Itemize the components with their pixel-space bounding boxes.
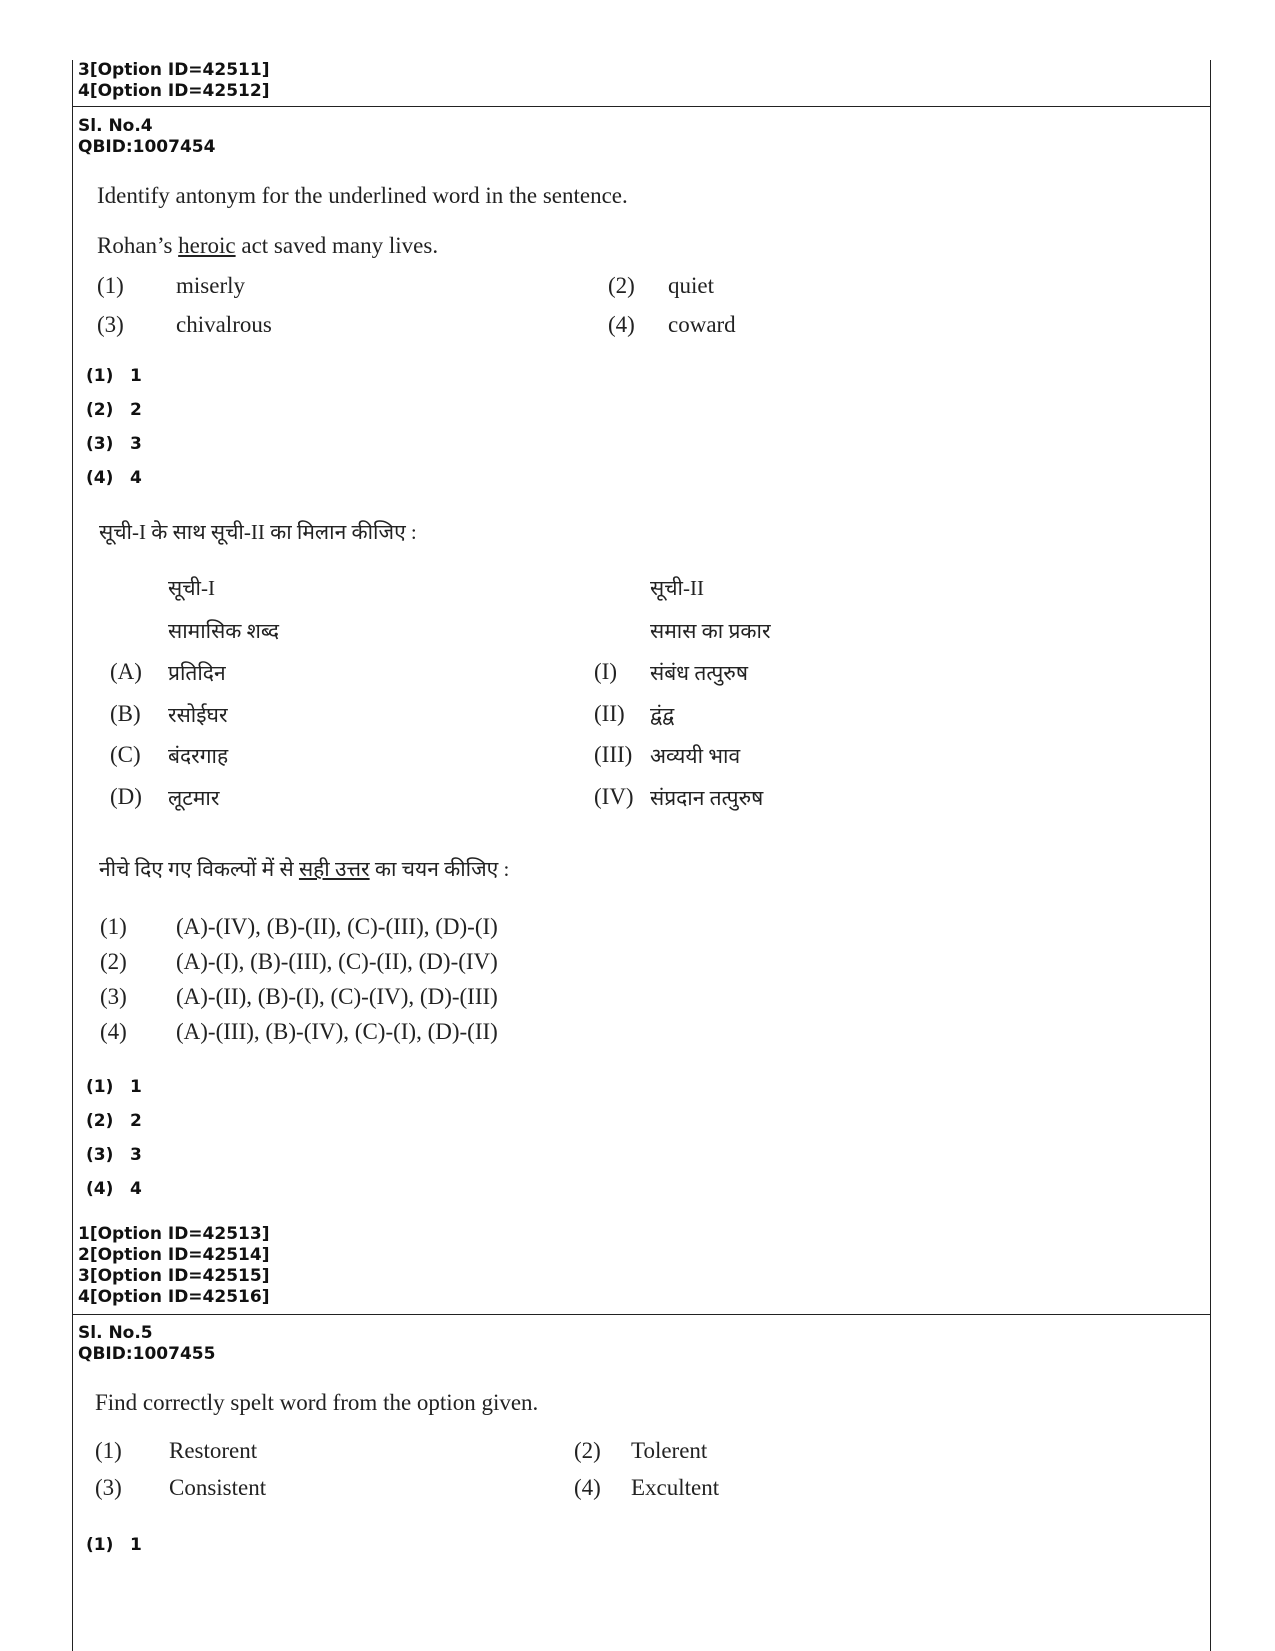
list2-item: संबंध तत्पुरुष xyxy=(650,661,748,685)
list1-item: लूटमार xyxy=(168,786,220,810)
q4-instruction: Identify antonym for the underlined word in the sentence. xyxy=(97,183,628,208)
answer-choice: (1) 1 xyxy=(86,366,142,386)
match-option-text: (A)-(I), (B)-(III), (C)-(II), (D)-(IV) xyxy=(176,949,498,974)
q5-option-text: Consistent xyxy=(169,1475,267,1500)
list1-item: बंदरगाह xyxy=(168,744,229,768)
underlined-word: heroic xyxy=(178,233,236,258)
q5-option-num: (2) xyxy=(574,1438,601,1463)
option-id: 3[Option ID=42511] xyxy=(78,60,270,80)
answer-choice: (3) 3 xyxy=(86,434,142,454)
q4-option-num: (3) xyxy=(97,312,124,337)
list1-key: (B) xyxy=(110,701,141,726)
option-id: 2[Option ID=42514] xyxy=(78,1245,270,1265)
answer-choice: (2) 2 xyxy=(86,400,142,420)
list1-subheading: सामासिक शब्द xyxy=(168,619,280,643)
match-option-text: (A)-(III), (B)-(IV), (C)-(I), (D)-(II) xyxy=(176,1019,498,1044)
list2-item: द्वंद्व xyxy=(650,703,675,727)
list1-key: (A) xyxy=(110,659,142,684)
serial-number: Sl. No.5 xyxy=(78,1323,153,1343)
qbid: QBID:1007454 xyxy=(78,137,216,157)
q4-option-text: chivalrous xyxy=(176,312,272,337)
option-id: 4[Option ID=42516] xyxy=(78,1287,270,1307)
q5-option-text: Restorent xyxy=(169,1438,258,1463)
list2-key: (II) xyxy=(594,701,625,726)
left-border xyxy=(72,60,73,1651)
list1-heading: सूची-I xyxy=(168,576,215,600)
choose-instruction: नीचे दिए गए विकल्पों में से सही उत्तर का चयन कीजिए : xyxy=(99,857,510,881)
q4-option-ids xyxy=(78,1224,269,1308)
right-border xyxy=(1210,60,1211,1651)
qbid: QBID:1007455 xyxy=(78,1344,216,1364)
match-option-text: (A)-(II), (B)-(I), (C)-(IV), (D)-(III) xyxy=(176,984,498,1009)
option-id: 1[Option ID=42513] xyxy=(78,1224,270,1244)
list1-item: रसोईघर xyxy=(168,703,228,727)
q5-option-text: Tolerent xyxy=(631,1438,708,1463)
match-option-text: (A)-(IV), (B)-(II), (C)-(III), (D)-(I) xyxy=(176,914,498,939)
answer-choice: (3) 3 xyxy=(86,1145,142,1165)
q4-option-text: quiet xyxy=(668,273,714,298)
answer-choice: (1) 1 xyxy=(86,1077,142,1097)
answer-choice: (4) 4 xyxy=(86,468,142,488)
q5-option-num: (3) xyxy=(95,1475,122,1500)
list2-item: अव्ययी भाव xyxy=(650,744,741,768)
q4-option-num: (4) xyxy=(608,312,635,337)
match-option-num: (4) xyxy=(100,1019,127,1044)
q4-option-text: miserly xyxy=(176,273,245,298)
list2-key: (I) xyxy=(594,659,617,684)
q5-option-num: (4) xyxy=(574,1475,601,1500)
list2-key: (IV) xyxy=(594,784,634,809)
q4-sentence: Rohan’s heroic act saved many lives. xyxy=(97,233,439,258)
list2-heading: सूची-II xyxy=(650,576,704,600)
option-id: 3[Option ID=42515] xyxy=(78,1266,270,1286)
list2-item: संप्रदान तत्पुरुष xyxy=(650,786,764,810)
divider-q5 xyxy=(72,1314,1211,1315)
divider-q4 xyxy=(72,106,1211,107)
list1-key: (C) xyxy=(110,742,141,767)
answer-choice: (2) 2 xyxy=(86,1111,142,1131)
underlined-phrase: सही उत्तर xyxy=(298,857,370,881)
q4-option-num: (1) xyxy=(97,273,124,298)
match-option-num: (2) xyxy=(100,949,127,974)
q4-option-text: coward xyxy=(668,312,736,337)
hindi-instruction: सूची-I के साथ सूची-II का मिलान कीजिए : xyxy=(99,520,417,544)
q5-option-text: Excultent xyxy=(631,1475,720,1500)
list1-key: (D) xyxy=(110,784,142,809)
answer-choice: (4) 4 xyxy=(86,1179,142,1199)
match-option-num: (3) xyxy=(100,984,127,1009)
list1-item: प्रतिदिन xyxy=(168,661,226,685)
list2-subheading: समास का प्रकार xyxy=(650,619,771,643)
serial-number: Sl. No.4 xyxy=(78,116,153,136)
previous-option-ids xyxy=(78,60,269,102)
answer-choice: (1) 1 xyxy=(86,1535,142,1555)
q5-header xyxy=(78,1323,215,1365)
q5-instruction: Find correctly spelt word from the option given. xyxy=(95,1390,539,1415)
list2-key: (III) xyxy=(594,742,633,767)
q5-option-num: (1) xyxy=(95,1438,122,1463)
q4-option-num: (2) xyxy=(608,273,635,298)
option-id: 4[Option ID=42512] xyxy=(78,81,270,101)
q4-header xyxy=(78,116,215,158)
match-option-num: (1) xyxy=(100,914,127,939)
